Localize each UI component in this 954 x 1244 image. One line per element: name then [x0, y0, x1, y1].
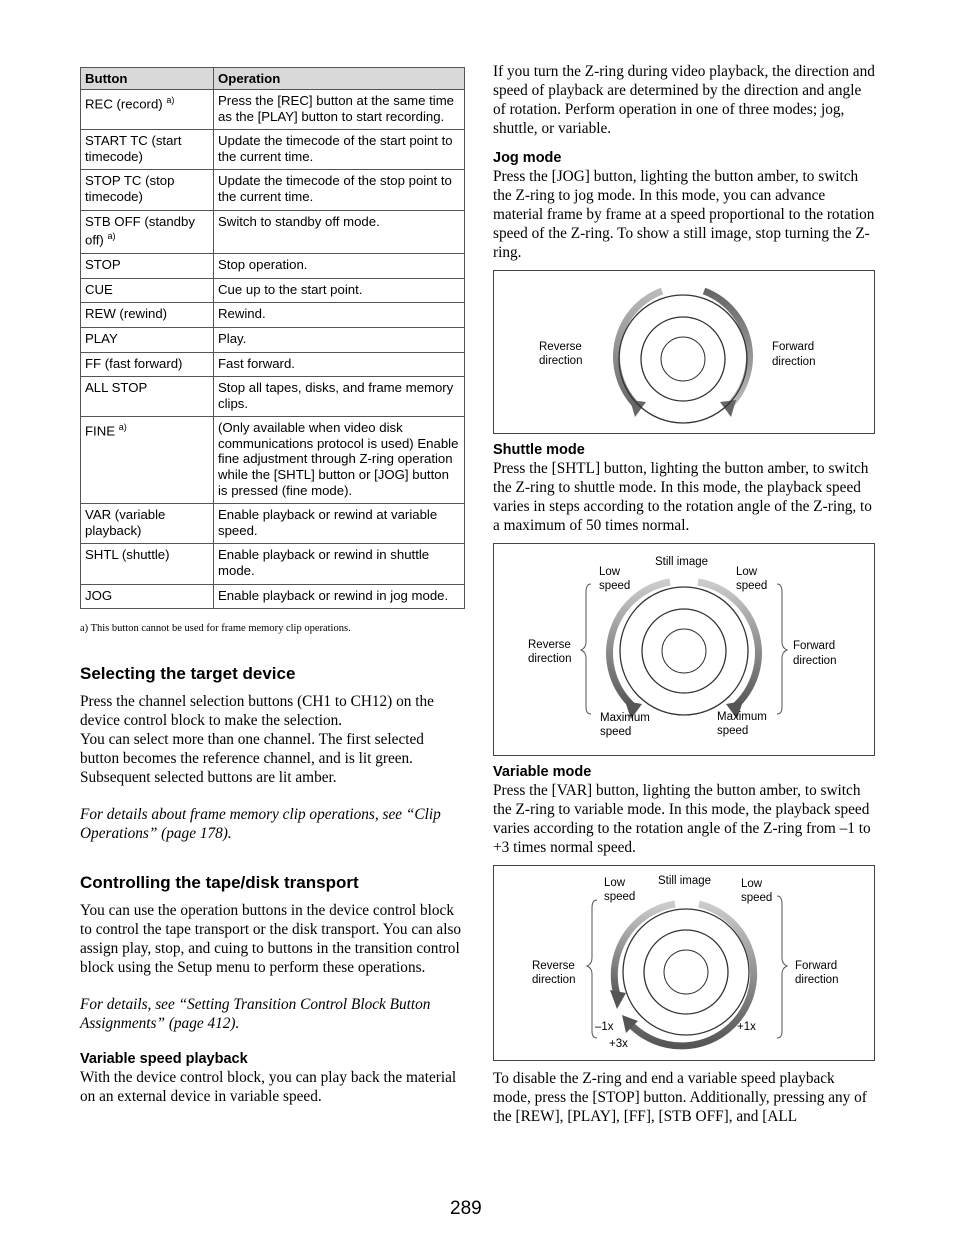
right-brace [777, 896, 787, 1038]
jog-diagram [493, 270, 875, 434]
label-low-left: Low [599, 566, 621, 578]
variable-diagram [493, 865, 875, 1061]
table-row [81, 377, 465, 417]
z-ring-outer [620, 587, 748, 715]
label-low-right: Low [736, 566, 758, 578]
reverse-arrow-icon [610, 582, 670, 708]
button-name: PLAY [85, 330, 118, 346]
label-forward-direction: direction [772, 356, 816, 368]
para-select-1: Press the channel selection buttons (CH1 to CH12) on the device control block to make the selection. [80, 693, 434, 730]
cell-operation: Stop all tapes, disks, and frame memory clips. [214, 377, 465, 417]
button-operation-table [80, 67, 465, 609]
label-speed-left: speed [604, 891, 636, 903]
z-ring-inner [662, 629, 706, 673]
right-brace [777, 584, 787, 714]
para-variable: Press the [VAR] button, lighting the button amber, to switch the Z-ring to variable mode. In this mode, the playback speed varies according to the rotation angle of the Z-ring from –1 to +3 times normal speed. [493, 782, 871, 856]
cell-operation: Switch to standby off mode. [214, 210, 465, 254]
para-select-2: You can select more than one channel. The first selected button becomes the reference channel, and is lit green. Subsequent selected buttons are lit amber. [80, 731, 424, 787]
table-footnote: a) This button cannot be used for frame memory clip operations. [80, 623, 351, 635]
note-transition-assign: For details, see “Setting Transition Control Block Button Assignments” (page 412). [80, 996, 431, 1033]
label-reverse: Reverse [528, 639, 571, 651]
z-ring-middle [644, 930, 728, 1014]
button-name: REC (record) [85, 96, 163, 112]
cell-button [81, 327, 214, 352]
button-name: FINE [85, 423, 116, 439]
heading-jog-mode: Jog mode [493, 150, 562, 166]
para-jog: Press the [JOG] button, lighting the button amber, to switch the Z-ring to jog mode. In this mode, you can advance material frame by frame at a speed proportional to the rotation speed of the Z-ring. To show a still image, stop turning the Z-ring. [493, 168, 875, 261]
table-row [81, 210, 465, 254]
para-shuttle: Press the [SHTL] button, lighting the button amber, to switch the Z-ring to shuttle mode. In this mode, the playback speed varies in steps according to the rotation angle of the Z-ring, to a maximum of 50 times normal. [493, 460, 872, 534]
shuttle-diagram [493, 543, 875, 756]
cell-button [81, 544, 214, 584]
table-row [81, 170, 465, 210]
table-body [81, 90, 465, 609]
z-ring-outer [619, 295, 747, 423]
footnote-marker: a) [107, 231, 116, 242]
cell-operation: Fast forward. [214, 352, 465, 377]
cell-operation: Enable playback or rewind in jog mode. [214, 584, 465, 609]
table-row [81, 303, 465, 328]
label-speed-right: speed [741, 892, 773, 904]
label-reverse: Reverse [539, 341, 582, 353]
label-forward: Forward [793, 640, 836, 652]
para-intro: If you turn the Z-ring during video playback, the direction and speed of playback are determined by the direction and angle of rotation. Perform operation in one of three modes; jog, shuttle, or variable. [493, 63, 875, 137]
label-reverse-direction: direction [528, 653, 572, 665]
cell-button [81, 303, 214, 328]
left-brace [581, 584, 591, 714]
label-maximum-right: Maximum [717, 711, 767, 723]
header-button: Button [81, 68, 214, 90]
table-row [81, 504, 465, 544]
forward-long-arrow-icon [629, 904, 754, 1046]
button-name: REW (rewind) [85, 306, 168, 322]
cell-button [81, 170, 214, 210]
cell-operation: Rewind. [214, 303, 465, 328]
button-name: CUE [85, 281, 113, 297]
button-name: FF (fast forward) [85, 355, 183, 371]
cell-operation: Enable playback or rewind at variable speed. [214, 504, 465, 544]
cell-operation: Update the timecode of the start point to the current time. [214, 130, 465, 170]
label-low-left: Low [604, 877, 626, 889]
footnote-marker: a) [166, 95, 175, 105]
cell-button [81, 584, 214, 609]
table-row [81, 544, 465, 584]
cell-button [81, 254, 214, 279]
cell-operation: (Only available when video disk communications protocol is used) Enable fine adjustment through Z-ring operation while the [SHTL] button or [JOG] button is pressed (fine mode). [214, 417, 465, 504]
label-max-speed-right: speed [717, 725, 749, 737]
table-row [81, 417, 465, 504]
button-name: ALL STOP [85, 380, 148, 396]
header-operation: Operation [214, 68, 465, 90]
cell-button [81, 417, 214, 504]
heading-transport: Controlling the tape/disk transport [80, 873, 359, 893]
table-row [81, 278, 465, 303]
label-forward: Forward [795, 960, 838, 972]
button-name: STB OFF (standby off) [85, 213, 195, 248]
label-speed-right: speed [736, 580, 768, 592]
cell-operation: Press the [REC] button at the same time as the [PLAY] button to start recording. [214, 90, 465, 130]
footnote-marker: a) [118, 422, 127, 433]
button-name: STOP TC (stop timecode) [85, 173, 175, 204]
reverse-arrowhead-icon [610, 990, 626, 1009]
label-plus-3x: +3x [609, 1038, 628, 1050]
button-name: START TC (start timecode) [85, 133, 182, 164]
label-reverse-direction: direction [539, 355, 583, 367]
para-transport: You can use the operation buttons in the device control block to control the tape transport or the disk transport. You can also assign play, stop, and cuing to buttons in the transition control block using the Setup menu to perform these operations. [80, 902, 462, 977]
table-row [81, 90, 465, 130]
label-minus-1x: –1x [595, 1021, 614, 1033]
z-ring-middle [641, 317, 725, 401]
label-forward-direction: direction [795, 974, 839, 986]
reverse-arrow-icon [614, 904, 675, 998]
table-row [81, 584, 465, 609]
cell-button [81, 130, 214, 170]
forward-arrow-icon [698, 582, 758, 708]
table-row [81, 327, 465, 352]
button-name: JOG [85, 587, 113, 603]
label-reverse: Reverse [532, 960, 575, 972]
cell-button [81, 90, 214, 130]
left-brace [587, 900, 597, 1038]
label-max-speed-left: speed [600, 726, 632, 738]
table-header-row [81, 68, 465, 90]
table-row [81, 254, 465, 279]
label-still-image: Still image [655, 556, 709, 568]
cell-operation: Cue up to the start point. [214, 278, 465, 303]
cell-button [81, 504, 214, 544]
z-ring-outer [623, 909, 749, 1035]
reverse-arrowhead-icon [630, 400, 646, 417]
z-ring-inner [661, 337, 705, 381]
z-ring-inner [664, 950, 708, 994]
cell-operation: Enable playback or rewind in shuttle mode. [214, 544, 465, 584]
label-forward-direction: direction [793, 655, 837, 667]
cell-button [81, 210, 214, 254]
heading-select-target: Selecting the target device [80, 664, 296, 684]
cell-button [81, 352, 214, 377]
label-plus-1x: +1x [737, 1021, 756, 1033]
cell-operation: Stop operation. [214, 254, 465, 279]
cell-operation: Update the timecode of the stop point to the current time. [214, 170, 465, 210]
button-name: VAR (variable playback) [85, 507, 166, 538]
button-name: STOP [85, 257, 121, 273]
label-maximum-left: Maximum [600, 712, 650, 724]
label-still-image: Still image [658, 875, 712, 887]
cell-button [81, 278, 214, 303]
cell-operation: Play. [214, 327, 465, 352]
label-low-right: Low [741, 878, 763, 890]
cell-button [81, 377, 214, 417]
button-name: SHTL (shuttle) [85, 547, 170, 563]
heading-variable-mode: Variable mode [493, 764, 592, 780]
right-column [493, 62, 875, 1126]
label-forward: Forward [772, 341, 815, 353]
heading-shuttle-mode: Shuttle mode [493, 442, 585, 458]
heading-variable-speed: Variable speed playback [80, 1051, 248, 1068]
z-ring-middle [642, 609, 726, 693]
label-speed-left: speed [599, 580, 631, 592]
page-number: 289 [450, 1198, 482, 1219]
label-reverse-direction: direction [532, 974, 576, 986]
table-row [81, 130, 465, 170]
para-variable-speed: With the device control block, you can play back the material on an external device in variable speed. [80, 1069, 457, 1106]
note-clip-operations: For details about frame memory clip operations, see “Clip Operations” (page 178). [80, 806, 441, 843]
left-column [80, 67, 465, 1106]
para-disable-zring: To disable the Z-ring and end a variable speed playback mode, press the [STOP] button. Additionally, pressing any of the [REW], [PLAY], [FF], [STB OFF], and [ALL [493, 1070, 867, 1125]
forward-arrowhead-icon [720, 400, 736, 417]
table-row [81, 352, 465, 377]
